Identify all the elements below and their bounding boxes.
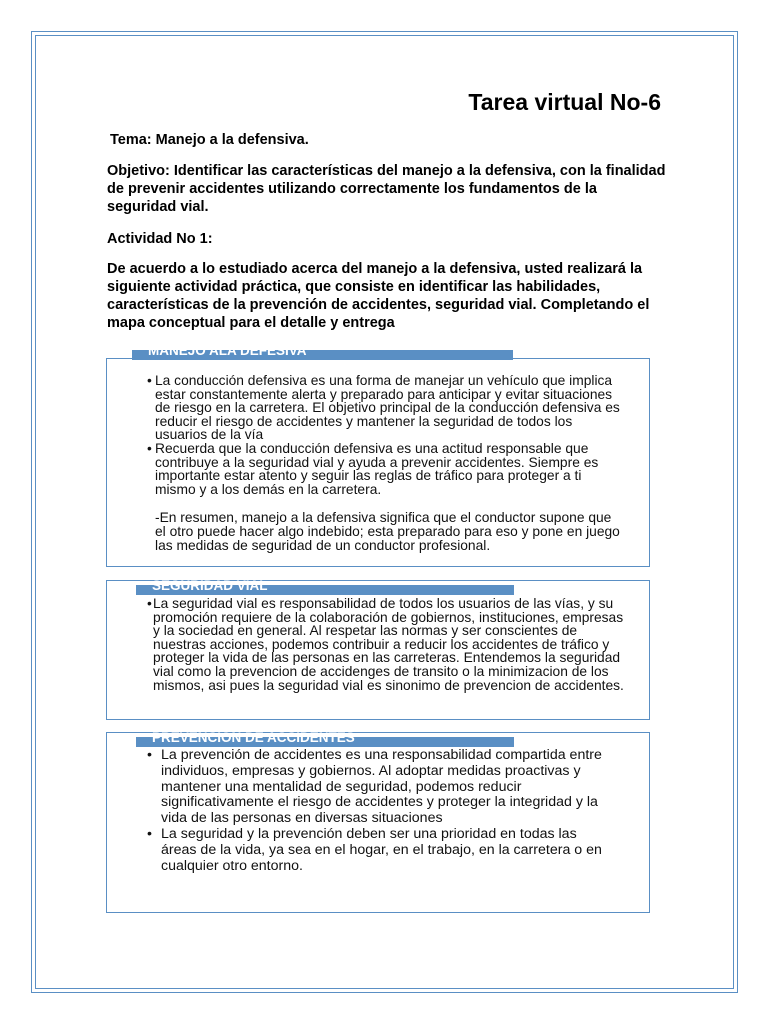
box-seguridad-header: SEGURIDAD VIAL — [136, 585, 514, 595]
objetivo: Objetivo: Identificar las características del manejo a la defensiva, con la finalidad de prevenir accidentes utilizando correctamente los fundamentos de la seguridad vial. — [107, 163, 666, 215]
prevencion-bullet-2: • La seguridad y la prevención deben ser una prioridad en todas las áreas de la vida, ya sea en el hogar, en el trabajo, en la carretera o en cualquier otro entorno. — [147, 827, 607, 874]
instrucciones: De acuerdo a lo estudiado acerca del manejo a la defensiva, usted realizará la siguiente actividad práctica, que consiste en identificar las habilidades, características de la prevención de accidentes, seguridad vial. Completando el mapa conceptual para el detalle y entrega — [107, 261, 650, 331]
tema: Tema: Manejo a la defensiva. — [110, 132, 309, 148]
box-prevencion-header: PREVENCION DE ACCIDENTES — [136, 737, 514, 747]
box-manejo-content — [147, 374, 625, 552]
page-title: Tarea virtual No-6 — [468, 89, 661, 115]
box-seguridad-content — [147, 597, 625, 692]
manejo-resumen: -En resumen, manejo a la defensiva significa que el conductor supone que el otro puede hacer algo indebido; esta preparado para eso y pone en juego las medidas de seguridad de un conductor profesional. — [155, 510, 620, 553]
box-manejo-header: MANEJO ALA DEFESIVA — [132, 350, 513, 360]
manejo-bullet-1: • La conducción defensiva es una forma de manejar un vehículo que implica estar constantemente alerta y preparado para anticipar y evitar situaciones de riesgo en la carretera. El objetivo principal de la conducción defensiva es reducir el riesgo de accidentes y mantener la seguridad de todos los usuarios de la vía — [147, 374, 625, 442]
prevencion-bullet-1: • La prevención de accidentes es una responsabilidad compartida entre individuos, empresas y gobiernos. Al adoptar medidas proactivas y mantener una mentalidad de seguridad, podemos reducir significativamente el riesgo de accidentes y proteger la integridad y la vida de las personas en diversas situaciones — [147, 748, 607, 827]
manejo-bullet-2: • Recuerda que la conducción defensiva es una actitud responsable que contribuye a la seguridad vial y ayuda a prevenir accidentes. Siempre es importante estar atento y seguir las reglas de tráfico para proteger a ti mismo y a los demás en la carretera. — [147, 442, 625, 496]
box-prevencion-content — [147, 748, 607, 874]
actividad-heading: Actividad No 1: — [107, 231, 213, 247]
seguridad-text: • La seguridad vial es responsabilidad de todos los usuarios de las vías, y su promoción requiere de la colaboración de gobiernos, instituciones, empresas y la sociedad en general. Al respetar las normas y ser conscientes de nuestras acciones, podemos contribuir a reducir los accidentes de tráfico y proteger la vida de las personas en las carreteras. Entendemos la seguridad vial como la prevencion de accidenges de transito o la minimizacion de los mismos, asi pues la seguridad vial es sinonimo de prevencion de accidentes. — [147, 597, 625, 692]
